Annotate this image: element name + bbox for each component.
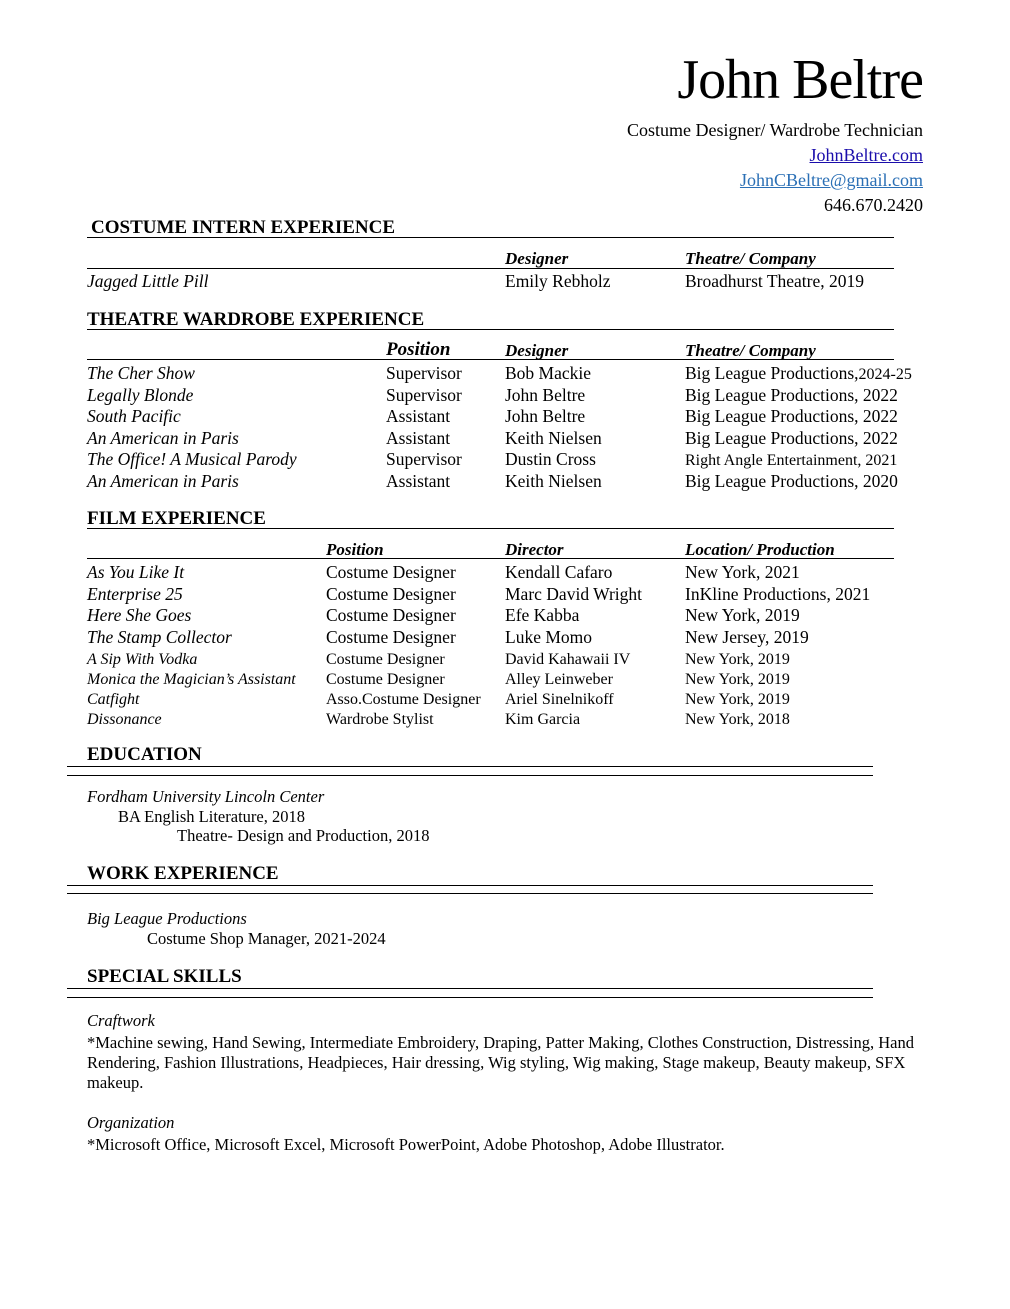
- col-header-company: Theatre/ Company: [685, 249, 816, 268]
- position: Wardrobe Stylist: [326, 711, 434, 728]
- section-heading-skills: SPECIAL SKILLS: [87, 966, 242, 987]
- phone-number: 646.670.2420: [824, 195, 923, 215]
- divider: [87, 268, 894, 269]
- col-header-director: Director: [505, 540, 564, 559]
- employer: Big League Productions: [87, 909, 247, 928]
- show-title: South Pacific: [87, 406, 181, 426]
- company: Broadhurst Theatre, 2019: [685, 271, 865, 291]
- location: InKline Productions, 2021: [685, 584, 871, 604]
- director: Luke Momo: [505, 627, 593, 647]
- film-title: Enterprise 25: [87, 584, 183, 604]
- position: Assistant: [386, 406, 451, 426]
- company: Big League Productions, 2022: [685, 406, 898, 426]
- skills-craft-text: *Machine sewing, Hand Sewing, Intermediate Embroidery, Draping, Patter Making, Clothes Construction, Distressing, Hand Rendering, Fashion Illustrations, Headpieces, Hair dressing, Wig styling, Wig making, Stage makeup, Beauty makeup, SFX makeup.: [87, 1033, 914, 1092]
- divider: [67, 997, 873, 998]
- work-role: Costume Shop Manager, 2021-2024: [147, 929, 386, 948]
- divider: [87, 237, 894, 238]
- section-heading-wardrobe: THEATRE WARDROBE EXPERIENCE: [87, 309, 425, 330]
- col-header-designer: Designer: [505, 249, 569, 268]
- divider: [67, 988, 873, 989]
- film-title: Dissonance: [87, 711, 162, 728]
- col-header-position: Position: [386, 339, 451, 360]
- director: Alley Leinweber: [505, 671, 613, 688]
- divider: [67, 766, 873, 767]
- col-header-position: Position: [326, 540, 384, 559]
- designer: Bob Mackie: [505, 363, 592, 383]
- divider: [87, 329, 894, 330]
- director: Ariel Sinelnikoff: [505, 691, 614, 708]
- designer: John Beltre: [505, 385, 586, 405]
- position: Costume Designer: [326, 562, 456, 582]
- designer: Keith Nielsen: [505, 471, 602, 491]
- position: Assistant: [386, 428, 451, 448]
- email-link[interactable]: JohnCBeltre@gmail.com: [739, 170, 923, 190]
- company-years: 2024-25: [858, 366, 912, 383]
- location: New York, 2019: [685, 691, 790, 708]
- position: Supervisor: [386, 385, 462, 405]
- section-heading-education: EDUCATION: [87, 744, 202, 765]
- location: New York, 2018: [685, 711, 790, 728]
- divider: [87, 359, 894, 360]
- film-title: As You Like It: [87, 562, 185, 582]
- divider: [87, 528, 894, 529]
- company: Right Angle Entertainment, 2021: [685, 452, 898, 469]
- col-header-location: Location/ Production: [685, 540, 835, 559]
- divider: [67, 885, 873, 886]
- section-heading-work: WORK EXPERIENCE: [87, 863, 279, 884]
- designer: Keith Nielsen: [505, 428, 602, 448]
- designer: Dustin Cross: [505, 449, 596, 469]
- show-title: An American in Paris: [87, 428, 239, 448]
- skills-org-text: *Microsoft Office, Microsoft Excel, Microsoft PowerPoint, Adobe Photoshop, Adobe Illustrator.: [87, 1135, 725, 1154]
- resume-name: John Beltre: [677, 49, 923, 111]
- job-title: Costume Designer/ Wardrobe Technician: [626, 120, 923, 140]
- director: David Kahawaii IV: [505, 651, 631, 668]
- director: Kim Garcia: [505, 711, 581, 728]
- film-title: Monica the Magician’s Assistant: [87, 671, 296, 688]
- degree: BA English Literature, 2018: [118, 807, 305, 826]
- skills-org-label: Organization: [87, 1113, 175, 1132]
- section-heading-film: FILM EXPERIENCE: [87, 508, 266, 529]
- location: New York, 2019: [685, 651, 790, 668]
- position: Costume Designer: [326, 651, 445, 668]
- divider: [87, 558, 894, 559]
- film-title: A Sip With Vodka: [87, 651, 198, 668]
- position: Assistant: [386, 471, 451, 491]
- position: Asso.Costume Designer: [326, 691, 481, 708]
- position: Costume Designer: [326, 627, 456, 647]
- company: Big League Productions,2024-25: [685, 363, 912, 383]
- position: Costume Designer: [326, 605, 456, 625]
- col-header-company: Theatre/ Company: [685, 341, 816, 360]
- school-name: Fordham University Lincoln Center: [87, 787, 325, 806]
- show-title: Jagged Little Pill: [87, 271, 209, 291]
- show-title: The Cher Show: [87, 363, 195, 383]
- divider: [67, 775, 873, 776]
- position: Costume Designer: [326, 584, 456, 604]
- section-heading-intern: COSTUME INTERN EXPERIENCE: [91, 217, 396, 238]
- designer: Emily Rebholz: [505, 271, 611, 291]
- location: New York, 2019: [685, 605, 800, 625]
- col-header-designer: Designer: [505, 341, 569, 360]
- director: Marc David Wright: [505, 584, 642, 604]
- company: Big League Productions, 2022: [685, 385, 898, 405]
- show-title: An American in Paris: [87, 471, 239, 491]
- director: Kendall Cafaro: [505, 562, 613, 582]
- location: New Jersey, 2019: [685, 627, 809, 647]
- company: Big League Productions, 2020: [685, 471, 898, 491]
- company: Big League Productions, 2022: [685, 428, 898, 448]
- designer: John Beltre: [505, 406, 586, 426]
- location: New York, 2021: [685, 562, 800, 582]
- degree-minor: Theatre- Design and Production, 2018: [177, 826, 430, 845]
- show-title: Legally Blonde: [87, 385, 194, 405]
- skills-craft-label: Craftwork: [87, 1011, 155, 1030]
- director: Efe Kabba: [505, 605, 580, 625]
- position: Supervisor: [386, 363, 462, 383]
- show-title: The Office! A Musical Parody: [87, 449, 297, 469]
- position: Supervisor: [386, 449, 462, 469]
- location: New York, 2019: [685, 671, 790, 688]
- divider: [67, 893, 873, 894]
- website-link[interactable]: JohnBeltre.com: [809, 145, 923, 165]
- film-title: Here She Goes: [87, 605, 192, 625]
- position: Costume Designer: [326, 671, 445, 688]
- film-title: Catfight: [87, 691, 140, 708]
- film-title: The Stamp Collector: [87, 627, 232, 647]
